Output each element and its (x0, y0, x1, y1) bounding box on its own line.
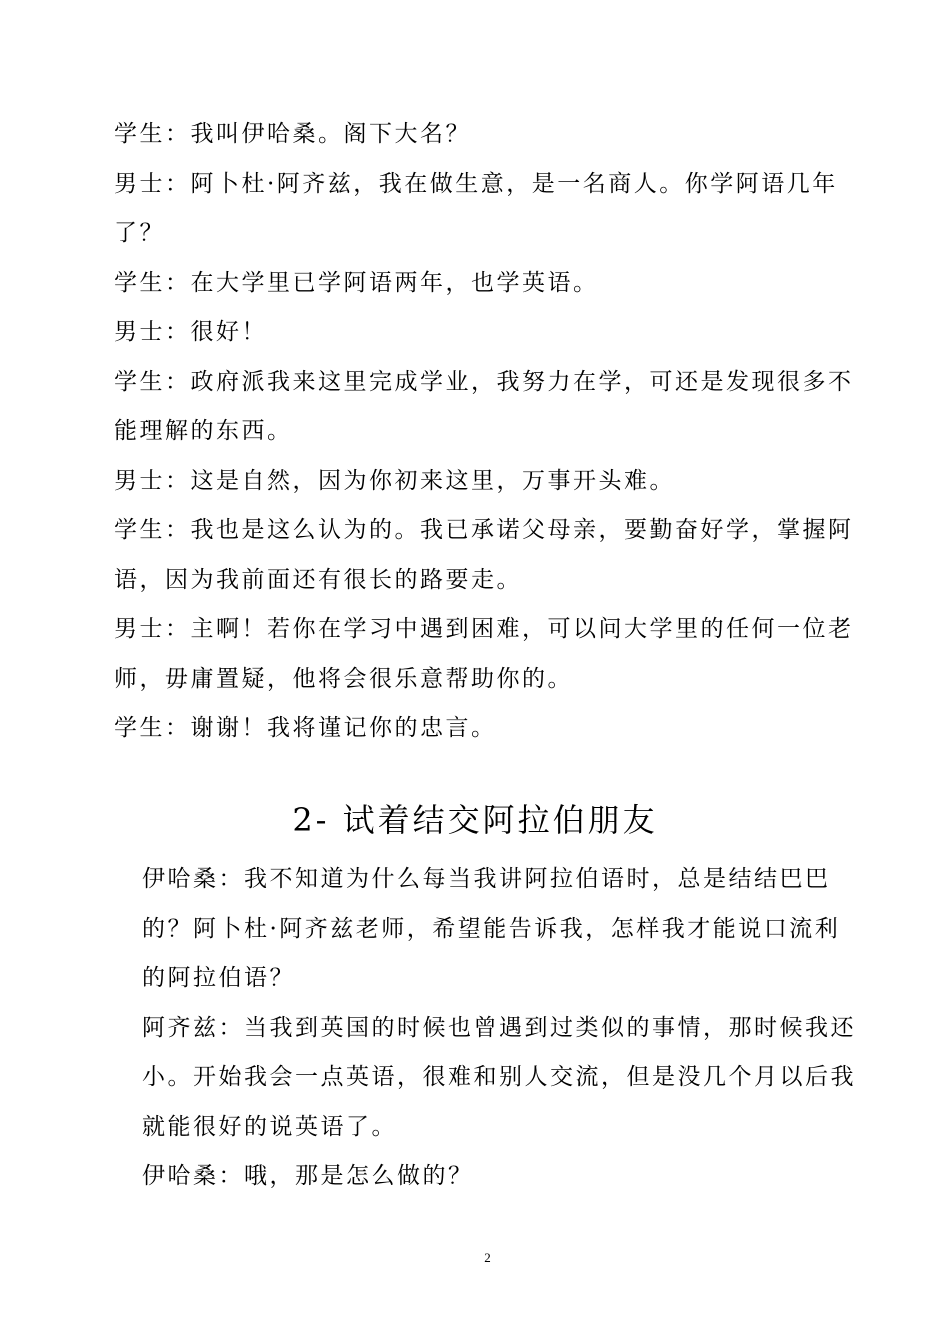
dialogue-section-2 (142, 855, 864, 1202)
dialogue-line: 男士：这是自然，因为你初来这里，万事开头难。 (114, 467, 675, 494)
dialogue-line: 男士：阿卜杜·阿齐兹，我在做生意，是一名商人。你学阿语几年了？ (114, 170, 838, 246)
dialogue-line: 男士：很好！ (114, 319, 267, 345)
dialogue-line: 伊哈桑：我不知道为什么每当我讲阿拉伯语时，总是结结巴巴的？阿卜杜·阿齐兹老师，希望能告诉我，怎样我才能说口流利的阿拉伯语？ (142, 866, 841, 991)
dialogue-section-1 (114, 110, 864, 754)
dialogue-line: 男士：主啊！若你在学习中遇到困难，可以问大学里的任何一位老师，毋庸置疑，他将会很乐意帮助你的。 (114, 616, 854, 692)
section-title: 2- 试着结交阿拉伯朋友 (292, 801, 658, 839)
dialogue-line: 学生：我叫伊哈桑。阁下大名？ (114, 121, 471, 147)
dialogue-line: 学生：政府派我来这里完成学业，我努力在学，可还是发现很多不能理解的东西。 (114, 368, 854, 444)
dialogue-line: 阿齐兹：当我到英国的时候也曾遇到过类似的事情，那时候我还小。开始我会一点英语，很难和别人交流，但是没几个月以后我就能很好的说英语了。 (142, 1014, 856, 1140)
dialogue-line: 学生：我也是这么认为的。我已承诺父母亲，要勤奋好学，掌握阿语，因为我前面还有很长的路要走。 (114, 517, 854, 593)
dialogue-line: 学生：谢谢！我将谨记你的忠言。 (114, 715, 497, 741)
dialogue-line: 学生：在大学里已学阿语两年，也学英语。 (114, 269, 599, 296)
page-number: 2 (484, 1250, 491, 1265)
dialogue-line: 伊哈桑：哦，那是怎么做的？ (142, 1163, 474, 1189)
